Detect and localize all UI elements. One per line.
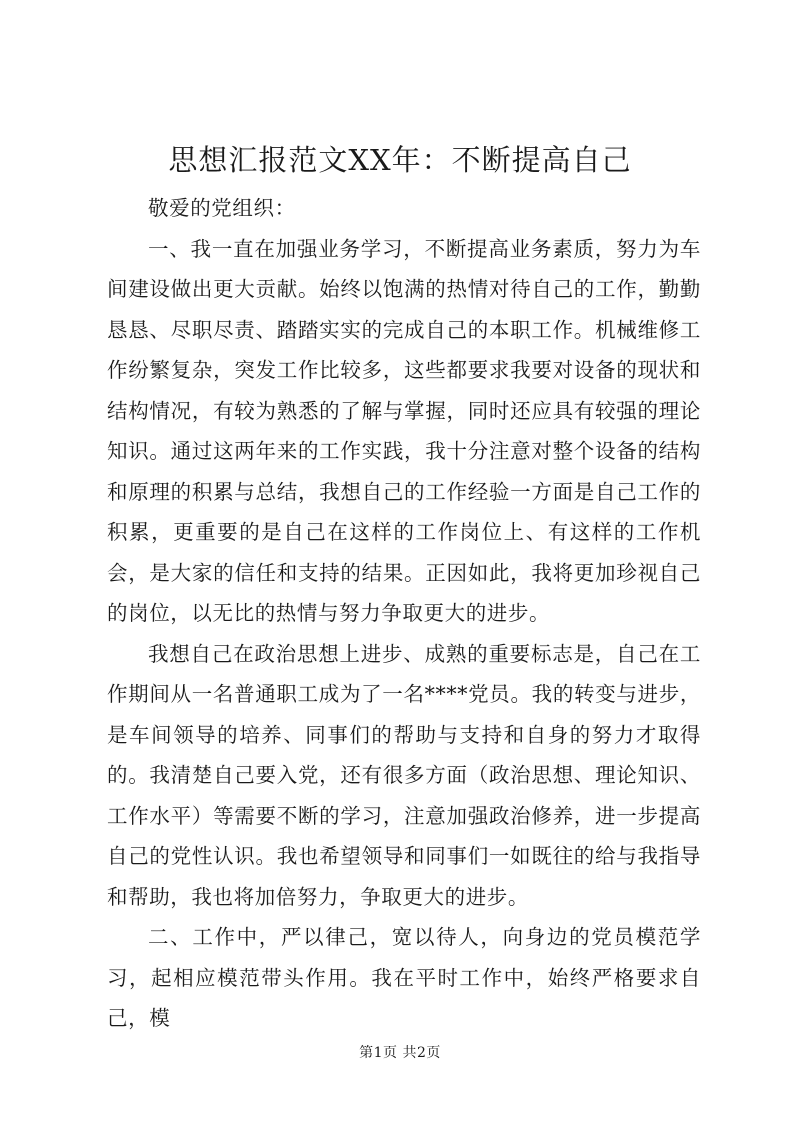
page-footer: 第1页 共2页 xyxy=(359,1045,441,1061)
paragraph-2: 我想自己在政治思想上进步、成熟的重要标志是，自己在工作期间从一名普通职工成为了一名****党员。我的转变与进步，是车间领导的培养、同事们的帮助与支持和自身的努力才取得的。我清楚自己要入党，还有很多方面（政治思想、理论知识、工作水平）等需要不断的学习，注意加强政治修养，进一步提高自己的党性认识。我也希望领导和同事们一如既往的给与我指导和帮助，我也将加倍努力，争取更大的进步。 xyxy=(107,641,701,909)
paragraph-1: 一、我一直在加强业务学习，不断提高业务素质，努力为车间建设做出更大贡献。始终以饱满的热情对待自己的工作，勤勤恳恳、尽职尽责、踏踏实实的完成自己的本职工作。机械维修工作纷繁复杂，突发工作比较多，这些都要求我要对设备的现状和结构情况，有较为熟悉的了解与掌握，同时还应具有较强的理论知识。通过这两年来的工作实践，我十分注意对整个设备的结构和原理的积累与总结，我想自己的工作经验一方面是自己工作的积累，更重要的是自己在这样的工作岗位上、有这样的工作机会，是大家的信任和支持的结果。正因如此，我将更加珍视自己的岗位，以无比的热情与努力争取更大的进步。 xyxy=(107,236,701,625)
page-title: 思想汇报范文XX年：不断提高自己 xyxy=(168,143,632,177)
salutation: 敬爱的党组织： xyxy=(148,196,296,220)
document-body xyxy=(107,188,701,1039)
paragraph-3: 二、工作中，严以律己，宽以待人，向身边的党员模范学习，起相应模范带头作用。我在平时工作中，始终严格要求自己，模 xyxy=(107,925,701,1030)
